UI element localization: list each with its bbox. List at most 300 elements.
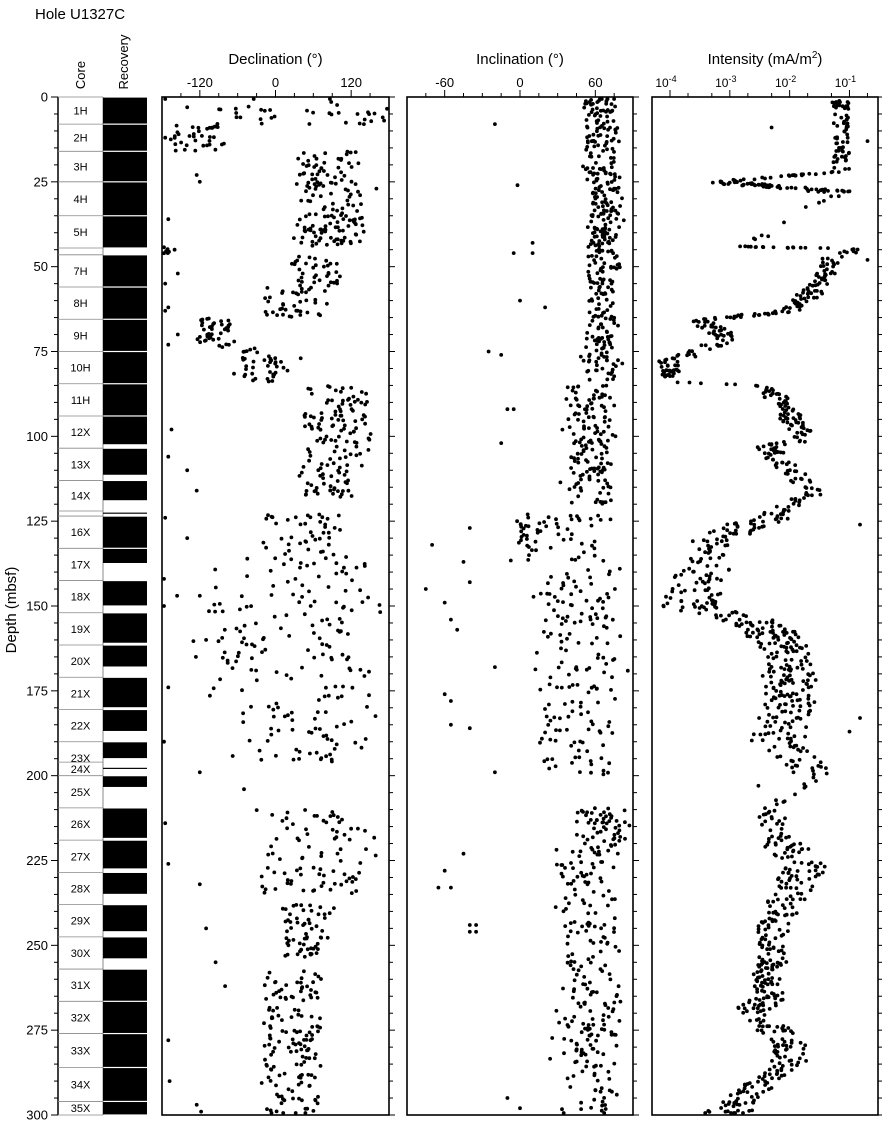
data-point [547, 602, 551, 606]
data-point [775, 1025, 779, 1029]
data-point [570, 532, 574, 536]
data-point [596, 118, 600, 122]
data-point [299, 356, 303, 360]
data-point [275, 837, 279, 841]
data-point [195, 1103, 199, 1107]
data-point [215, 125, 219, 129]
data-point [594, 244, 598, 248]
data-point [807, 686, 811, 690]
data-point [298, 566, 302, 570]
data-point [597, 154, 601, 158]
data-point [366, 110, 370, 114]
data-point [268, 1024, 272, 1028]
data-point [306, 648, 310, 652]
data-point [595, 369, 599, 373]
data-point [347, 224, 351, 228]
data-point [763, 703, 767, 707]
data-point [316, 942, 320, 946]
data-point [363, 674, 367, 678]
data-point [311, 193, 315, 197]
data-point [326, 384, 330, 388]
data-point [808, 429, 812, 433]
data-point [364, 737, 368, 741]
data-point [607, 1070, 611, 1074]
data-point [794, 764, 798, 768]
data-point [170, 428, 174, 432]
data-point [783, 1040, 787, 1044]
data-point [844, 104, 848, 108]
data-point [578, 519, 582, 523]
data-point [374, 714, 378, 718]
data-point [234, 660, 238, 664]
data-point [360, 418, 364, 422]
data-point [329, 262, 333, 266]
data-point [299, 310, 303, 314]
data-point [267, 380, 271, 384]
recovery-bar [103, 288, 147, 319]
data-point [582, 359, 586, 363]
data-point [620, 196, 624, 200]
data-point [784, 1048, 788, 1052]
data-point [623, 837, 627, 841]
data-point [765, 621, 769, 625]
data-point [609, 978, 613, 982]
data-point [581, 982, 585, 986]
recovery-bar [103, 481, 147, 500]
data-point [730, 338, 734, 342]
data-point [790, 637, 794, 641]
data-point [841, 140, 845, 144]
data-point [576, 385, 580, 389]
depth-tick-label: 25 [33, 174, 48, 190]
data-point [720, 539, 724, 543]
data-point [596, 281, 600, 285]
data-point [331, 423, 335, 427]
data-point [597, 302, 601, 306]
recovery-bar [103, 678, 147, 707]
data-point [806, 295, 810, 299]
data-point [269, 1079, 273, 1083]
data-point [752, 972, 756, 976]
data-point [319, 428, 323, 432]
data-point [772, 670, 776, 674]
data-point [211, 126, 215, 130]
data-point [596, 205, 600, 209]
data-point [313, 1056, 317, 1060]
data-point [716, 593, 720, 597]
data-point [743, 1084, 747, 1088]
data-point [819, 760, 823, 764]
data-point [801, 421, 805, 425]
data-point [559, 481, 563, 485]
data-point [264, 546, 268, 550]
data-point [278, 857, 282, 861]
data-point [579, 589, 583, 593]
data-point [162, 604, 166, 608]
data-point [304, 214, 308, 218]
data-point [268, 370, 272, 374]
data-point [759, 1021, 763, 1025]
data-point [767, 840, 771, 844]
core-label: 24X [70, 763, 91, 776]
data-point [335, 561, 339, 565]
data-point [575, 398, 579, 402]
data-point [299, 523, 303, 527]
data-point [815, 865, 819, 869]
data-point [568, 1085, 572, 1089]
x-tick-label: 60 [588, 75, 603, 90]
data-point [571, 866, 575, 870]
data-point [600, 97, 604, 101]
data-point [251, 379, 255, 383]
data-point [360, 464, 364, 468]
data-point [355, 441, 359, 445]
data-point [821, 871, 825, 875]
data-point [807, 877, 811, 881]
data-point [271, 852, 275, 856]
data-point [704, 343, 708, 347]
data-point [783, 667, 787, 671]
data-point [569, 466, 573, 470]
data-point [367, 437, 371, 441]
data-point [728, 1100, 732, 1104]
data-point [783, 816, 787, 820]
data-point [613, 833, 617, 837]
data-point [766, 720, 770, 724]
data-point [198, 770, 202, 774]
data-point [775, 450, 779, 454]
data-point [810, 861, 814, 865]
data-point [729, 1093, 733, 1097]
data-point [301, 1055, 305, 1059]
data-point [162, 740, 166, 744]
data-point [313, 257, 317, 261]
data-point [283, 715, 287, 719]
data-point [319, 867, 323, 871]
data-point [336, 243, 340, 247]
data-point [449, 723, 453, 727]
data-point [247, 105, 251, 109]
data-point [832, 121, 836, 125]
data-point [589, 98, 593, 102]
x-tick-label: -60 [435, 75, 455, 90]
data-point [812, 776, 816, 780]
data-point [600, 292, 604, 296]
depth-tick-label: 50 [33, 259, 48, 275]
data-point [185, 536, 189, 540]
data-point [558, 633, 562, 637]
data-point [759, 733, 763, 737]
data-point [237, 651, 241, 655]
data-point [349, 241, 353, 245]
data-point [557, 1021, 561, 1025]
data-point [826, 257, 830, 261]
data-point [309, 988, 313, 992]
data-point [197, 129, 201, 133]
data-point [577, 556, 581, 560]
data-point [613, 105, 617, 109]
data-point [601, 1052, 605, 1056]
data-point [534, 540, 538, 544]
data-point [757, 183, 761, 187]
data-point [595, 426, 599, 430]
data-point [697, 320, 701, 324]
data-point [323, 695, 327, 699]
data-point [769, 980, 773, 984]
data-point [734, 622, 738, 626]
data-point [297, 600, 301, 604]
data-point [596, 514, 600, 518]
data-point [768, 941, 772, 945]
data-point [539, 529, 543, 533]
data-point [801, 1052, 805, 1056]
data-point [766, 456, 770, 460]
data-point [692, 320, 696, 324]
core-label: 25X [70, 786, 91, 799]
data-point [579, 474, 583, 478]
data-point [779, 886, 783, 890]
data-point [317, 513, 321, 517]
data-point [474, 930, 478, 934]
data-point [599, 257, 603, 261]
data-point [589, 872, 593, 876]
data-point [563, 924, 567, 928]
data-point [790, 186, 794, 190]
data-point [572, 441, 576, 445]
data-point [268, 296, 272, 300]
data-point [738, 245, 742, 249]
data-point [760, 1029, 764, 1033]
data-point [602, 340, 606, 344]
data-point [596, 172, 600, 176]
data-point [334, 389, 338, 393]
data-point [547, 767, 551, 771]
data-point [334, 601, 338, 605]
data-point [539, 592, 543, 596]
data-point [302, 151, 306, 155]
data-point [585, 178, 589, 182]
data-point [599, 518, 603, 522]
data-point [269, 569, 273, 573]
data-point [823, 865, 827, 869]
data-point [606, 1006, 610, 1010]
data-point [330, 758, 334, 762]
data-point [788, 1059, 792, 1063]
data-panels [162, 50, 882, 1115]
data-point [781, 991, 785, 995]
data-point [610, 675, 614, 679]
data-point [575, 820, 579, 824]
data-point [774, 463, 778, 467]
data-point [770, 512, 774, 516]
data-point [772, 731, 776, 735]
data-point [715, 564, 719, 568]
data-point [757, 930, 761, 934]
data-point [369, 432, 373, 436]
data-point [289, 557, 293, 561]
data-point [307, 918, 311, 922]
data-point [677, 583, 681, 587]
data-point [790, 658, 794, 662]
data-point [312, 1109, 316, 1113]
data-point [794, 497, 798, 501]
data-point [173, 142, 177, 146]
data-point [774, 936, 778, 940]
data-point [610, 180, 614, 184]
data-point [336, 469, 340, 473]
data-point [761, 631, 765, 635]
data-point [757, 1017, 761, 1021]
data-point [327, 536, 331, 540]
data-point [313, 1076, 317, 1080]
data-point [318, 537, 322, 541]
data-point [366, 596, 370, 600]
data-point [772, 992, 776, 996]
data-point [596, 271, 600, 275]
panel-inclination [407, 51, 639, 1115]
data-point [335, 103, 339, 107]
data-point [259, 758, 263, 762]
data-point [751, 624, 755, 628]
data-point [274, 522, 278, 526]
data-point [776, 982, 780, 986]
data-point [585, 668, 589, 672]
data-point [836, 261, 840, 265]
data-point [789, 423, 793, 427]
data-point [600, 314, 604, 318]
data-point [561, 581, 565, 585]
data-point [797, 850, 801, 854]
recovery-bar [103, 841, 147, 869]
data-point [717, 556, 721, 560]
data-point [593, 925, 597, 929]
data-point [779, 517, 783, 521]
data-point [350, 891, 354, 895]
data-point [605, 298, 609, 302]
data-point [791, 245, 795, 249]
data-point [600, 860, 604, 864]
data-point [834, 136, 838, 140]
data-point [697, 547, 701, 551]
data-point [576, 481, 580, 485]
data-point [580, 612, 584, 616]
data-point [318, 1016, 322, 1020]
data-point [787, 427, 791, 431]
data-point [385, 107, 389, 111]
data-point [309, 530, 313, 534]
data-point [611, 147, 615, 151]
data-point [798, 498, 802, 502]
core-label: 21X [70, 688, 91, 701]
data-point [764, 725, 768, 729]
data-point [358, 240, 362, 244]
data-point [615, 1044, 619, 1048]
data-point [599, 1090, 603, 1094]
data-point [312, 866, 316, 870]
data-point [295, 1063, 299, 1067]
data-point [834, 149, 838, 153]
data-point [772, 245, 776, 249]
data-point [808, 480, 812, 484]
data-point [826, 189, 830, 193]
data-point [576, 683, 580, 687]
data-point [803, 1043, 807, 1047]
data-point [334, 225, 338, 229]
data-point [282, 562, 286, 566]
data-point [788, 665, 792, 669]
data-point [787, 679, 791, 683]
depth-tick-label: 150 [26, 598, 48, 614]
data-point [771, 968, 775, 972]
data-point [778, 397, 782, 401]
data-point [793, 734, 797, 738]
data-point [343, 449, 347, 453]
data-point [319, 466, 323, 470]
data-point [594, 1064, 598, 1068]
recovery-bar [103, 613, 147, 642]
data-point [602, 355, 606, 359]
data-point [719, 1106, 723, 1110]
data-point [581, 1022, 585, 1026]
data-point [696, 324, 700, 328]
data-point [569, 882, 573, 886]
data-point [334, 182, 338, 186]
data-point [803, 897, 807, 901]
data-point [602, 1096, 606, 1100]
data-point [572, 1015, 576, 1019]
core-label: 34X [70, 1079, 91, 1092]
data-point [769, 630, 773, 634]
data-point [783, 709, 787, 713]
data-point [774, 1051, 778, 1055]
data-point [831, 265, 835, 269]
data-point [609, 498, 613, 502]
data-point [571, 389, 575, 393]
core-label: 17X [70, 559, 91, 572]
data-point [179, 141, 183, 145]
data-point [526, 516, 530, 520]
data-point [732, 1104, 736, 1108]
data-point [773, 720, 777, 724]
data-point [538, 741, 542, 745]
data-point [191, 125, 195, 129]
data-point [341, 207, 345, 211]
data-point [333, 882, 337, 886]
data-point [767, 452, 771, 456]
data-point [260, 122, 264, 126]
data-point [791, 681, 795, 685]
data-point [781, 461, 785, 465]
data-point [795, 874, 799, 878]
data-point [499, 353, 503, 357]
data-point [315, 924, 319, 928]
data-point [777, 1077, 781, 1081]
data-point [758, 942, 762, 946]
data-point [603, 235, 607, 239]
data-point [332, 281, 336, 285]
data-point [770, 1059, 774, 1063]
data-point [579, 620, 583, 624]
data-point [283, 552, 287, 556]
data-point [793, 793, 797, 797]
data-point [363, 118, 367, 122]
data-point [601, 149, 605, 153]
data-point [228, 322, 232, 326]
data-point [268, 971, 272, 975]
data-point [614, 217, 618, 221]
data-point [268, 1006, 272, 1010]
data-point [309, 996, 313, 1000]
